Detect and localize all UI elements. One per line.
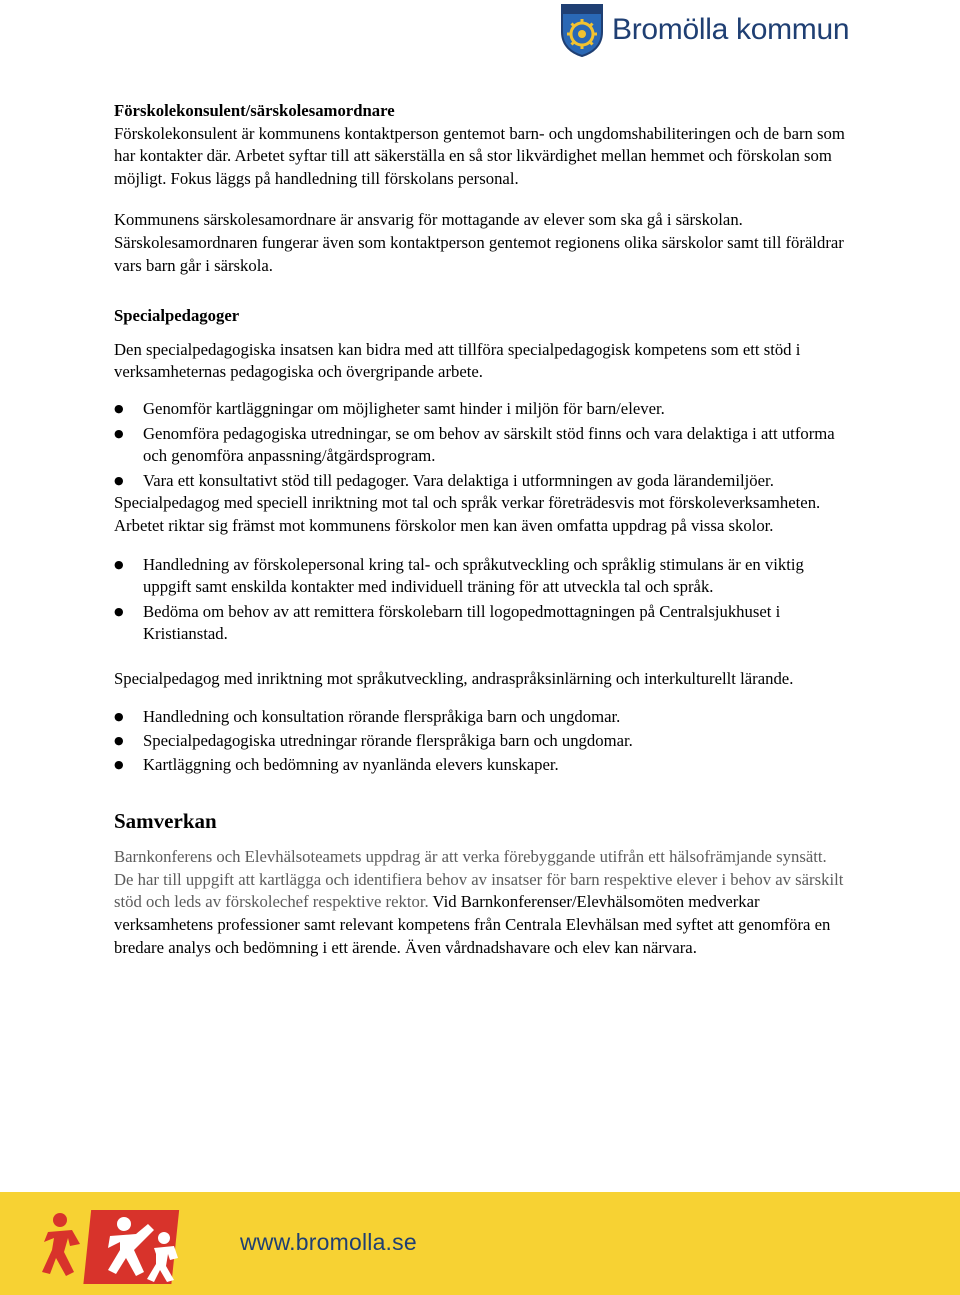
document-body: [114, 100, 846, 959]
list-item: ● Genomför kartläggningar om möjligheter samt hinder i miljön för barn/elever.: [114, 398, 846, 421]
paragraph: Den specialpedagogiska insatsen kan bidra med att tillföra specialpedagogisk kompetens som ett stöd i verksamheternas pedagogiska och övergripande arbete.: [114, 339, 801, 382]
section-heading-specialpedagoger: Specialpedagoger: [114, 306, 240, 326]
section-heading-samverkan: Samverkan: [114, 809, 217, 834]
list-item: ● Genomföra pedagogiska utredningar, se om behov av särskilt stöd finns och vara delaktiga i att utforma och genomföra anpassning/åtgärdsprogram.: [114, 423, 846, 468]
municipal-crest-icon: [559, 2, 605, 58]
paragraph: Förskolekonsulent är kommunens kontaktperson gentemot barn- och ungdomshabiliteringen och de barn som har kontakter där. Arbetet syftar till att säkerställa en så stor likvärdighet mellan hemmet och förskolan som möjligt. Fokus läggs på handledning till förskolans personal.: [114, 123, 845, 188]
paragraph-text: Vid Barnkonferenser/Elevhälsomöten medverkar verksamhetens professioner samt relevant kompetens från Centrala Elevhälsan med syftet att genomföra en bredare analys och bedömning i ett ärende. Även vårdnadshavare och elev kan närvara.: [114, 892, 831, 957]
paragraph: Specialpedagog med inriktning mot språkutveckling, andraspråksinlärning och interkulturellt lärande.: [114, 668, 794, 688]
brand-name: Bromölla kommun: [612, 13, 850, 46]
list-item: ● Bedöma om behov av att remittera förskolebarn till logopedmottagningen på Centralsjukhuset i Kristianstad.: [114, 601, 846, 646]
bullet-list: [114, 554, 846, 646]
list-item: ● Handledning och konsultation rörande flerspråkiga barn och ungdomar.: [114, 706, 846, 729]
list-item: ● Kartläggning och bedömning av nyanlända elevers kunskaper.: [114, 754, 846, 777]
list-item: ● Vara ett konsultativt stöd till pedagoger. Vara delaktiga i utformningen av goda lärandemiljöer.: [114, 470, 846, 493]
paragraph: Specialpedagog med speciell inriktning mot tal och språk verkar företrädesvis mot förskoleverksamheten. Arbetet riktar sig främst mot kommunens förskolor men kan även omfatta uppdrag på vissa skolor.: [114, 493, 821, 535]
bullet-list: [114, 706, 846, 776]
paragraph-grey-text: Barnkonferens och Elevhälsoteamets uppdrag är att verka förebyggande utifrån ett hälsofrämjande synsätt. De har till uppgift att kartlägga och identifiera behov av insatser för barn respektive elever i behov av särskilt stöd och leds av förskolechef respektive rektor.: [114, 847, 844, 912]
list-item: ● Handledning av förskolepersonal kring tal- och språkutveckling och språklig stimulans är en viktig uppgift samt enskilda kontakter med individuell träning för att utveckla tal och språk.: [114, 554, 846, 599]
paragraph: Kommunens särskolesamordnare är ansvarig för mottagande av elever som ska gå i särskolan. Särskolesamordnaren fungerar även som kontaktperson gentemot regionens olika särskolor samt till föräldrar vars barn går i särskola.: [114, 210, 844, 275]
bullet-list: [114, 398, 846, 492]
footer-band: [0, 1192, 960, 1295]
section-heading-forskolekonsulent: Förskolekonsulent/särskolesamordnare: [114, 101, 395, 120]
website-url[interactable]: www.bromolla.se: [240, 1229, 417, 1255]
paragraph: [114, 846, 846, 959]
list-item: ● Specialpedagogiska utredningar rörande flerspråkiga barn och ungdomar.: [114, 730, 846, 753]
running-figures-icon: [40, 1202, 190, 1288]
header-logo: [559, 2, 849, 58]
